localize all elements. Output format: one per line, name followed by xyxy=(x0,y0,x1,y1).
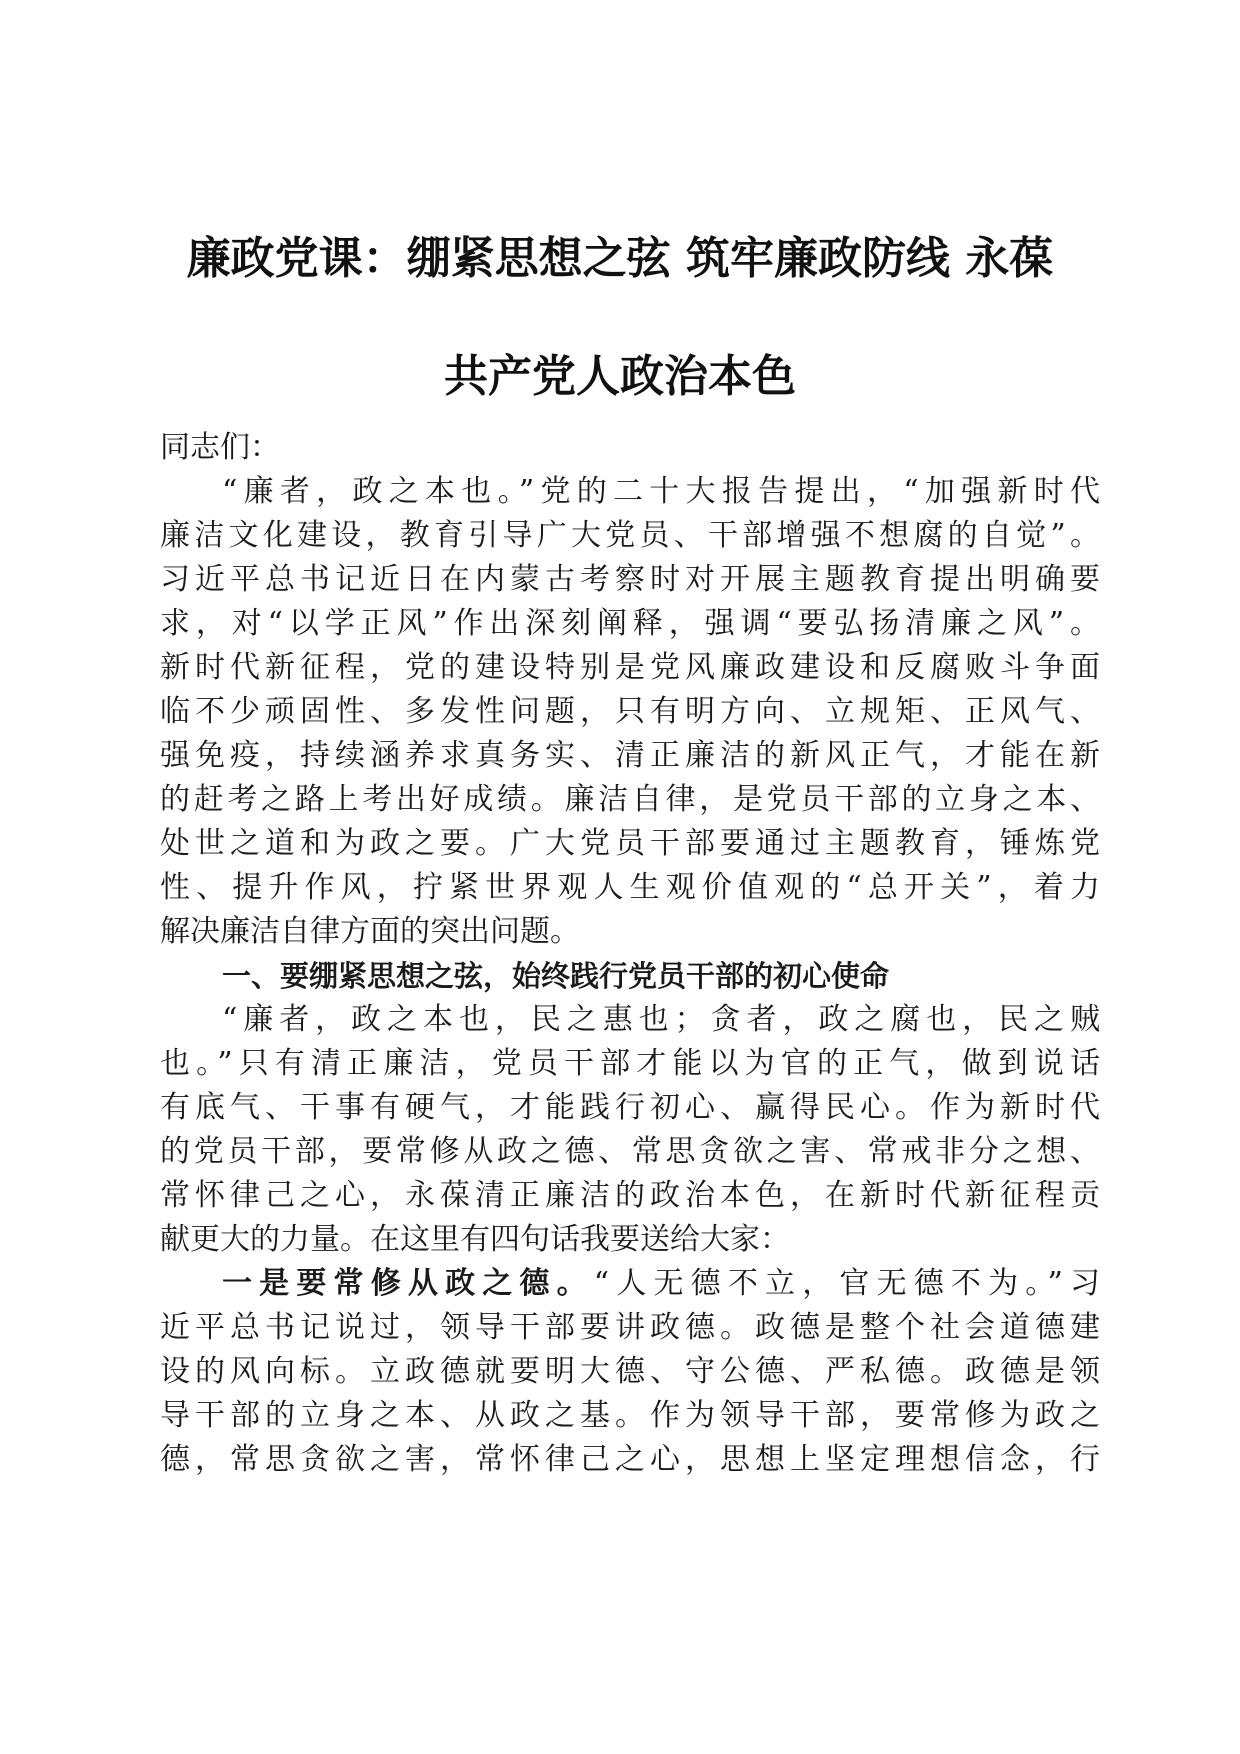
paragraph-line: 有底气、干事有硬气，才能践行初心、赢得民心。作为新时代 xyxy=(160,1090,1100,1125)
paragraph-line: 常怀律己之心，永葆清正廉洁的政治本色，在新时代新征程贡 xyxy=(160,1178,1100,1213)
point-lead: 一是要常修从政之德。 xyxy=(222,1266,594,1301)
paragraph-line: 德，常思贪欲之害，常怀律己之心，思想上坚定理想信念，行 xyxy=(160,1442,1100,1477)
greeting: 同志们： xyxy=(160,430,280,465)
paragraph-line: 习近平总书记近日在内蒙古考察时对开展主题教育提出明确要 xyxy=(160,562,1100,597)
paragraph-line: 廉洁文化建设，教育引导广大党员、干部增强不想腐的自觉”。 xyxy=(160,518,1100,553)
document-title-line-2: 共产党人政治本色 xyxy=(444,351,796,402)
paragraph-line: 处世之道和为政之要。广大党员干部要通过主题教育，锤炼党 xyxy=(160,826,1100,861)
paragraph-line: 新时代新征程，党的建设特别是党风廉政建设和反腐败斗争面 xyxy=(160,650,1100,685)
point-text: “人无德不立，官无德不为。”习 xyxy=(593,1266,1100,1301)
paragraph-line: 临不少顽固性、多发性问题，只有明方向、立规矩、正风气、 xyxy=(160,694,1100,729)
paragraph-line xyxy=(222,1264,1100,1304)
paragraph-line: 也。”只有清正廉洁，党员干部才能以为官的正气，做到说话 xyxy=(160,1046,1100,1081)
paragraph-line: 强免疫，持续涵养求真务实、清正廉洁的新风正气，才能在新 xyxy=(160,738,1100,773)
paragraph-line: 献更大的力量。在这里有四句话我要送给大家： xyxy=(160,1222,790,1257)
paragraph-line: 解决廉洁自律方面的突出问题。 xyxy=(160,914,580,949)
document-title-line-1: 廉政党课：绷紧思想之弦 筑牢廉政防线 永葆 xyxy=(186,233,1054,284)
paragraph-line: 求，对“以学正风”作出深刻阐释，强调“要弘扬清廉之风”。 xyxy=(160,606,1100,641)
section-heading: 一、要绷紧思想之弦，始终践行党员干部的初心使命 xyxy=(222,959,890,993)
paragraph-line: 设的风向标。立政德就要明大德、守公德、严私德。政德是领 xyxy=(160,1354,1100,1389)
paragraph-line: “廉者，政之本也，民之惠也；贪者，政之腐也，民之贼 xyxy=(222,1002,1100,1037)
paragraph-line: 导干部的立身之本、从政之基。作为领导干部，要常修为政之 xyxy=(160,1398,1100,1433)
paragraph-line: 性、提升作风，拧紧世界观人生观价值观的“总开关”，着力 xyxy=(160,870,1100,905)
paragraph-line: 的赶考之路上考出好成绩。廉洁自律，是党员干部的立身之本、 xyxy=(160,782,1100,817)
paragraph-line: 的党员干部，要常修从政之德、常思贪欲之害、常戒非分之想、 xyxy=(160,1134,1100,1169)
paragraph-line: 近平总书记说过，领导干部要讲政德。政德是整个社会道德建 xyxy=(160,1310,1100,1345)
paragraph-line: “廉者，政之本也。”党的二十大报告提出，“加强新时代 xyxy=(222,474,1100,509)
